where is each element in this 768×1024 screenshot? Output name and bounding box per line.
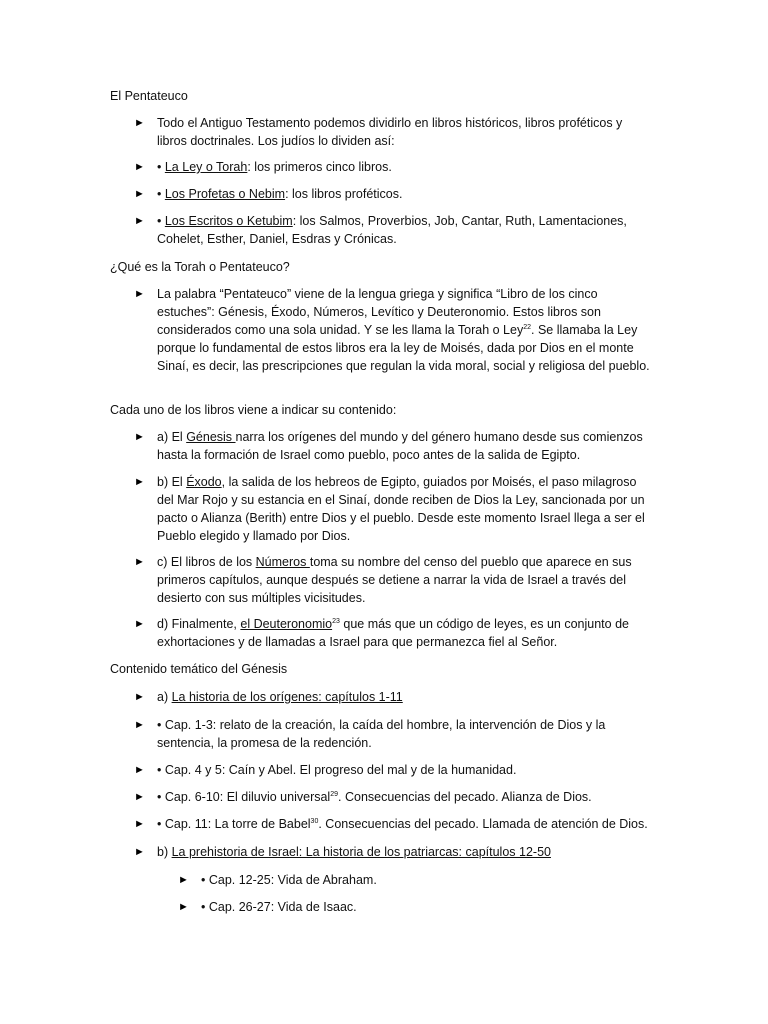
document-page: El Pentateuco ► Todo el Antiguo Testamento podemos dividirlo en libros históricos, libros proféticos y libros doctrinales. Los judíos lo dividen así: ► • La Ley o Torah: los primeros cinco libros. ► • Los Profetas o Nebim: los libros proféticos. ► • Los Escritos o Ketubim: los Salmos, Proverbios, Job, Cantar, Ruth, Lamentaciones, Cohelet, Esther, Daniel, Esdras y Crónicas. ¿Qué es la Torah o Pentateuco? ► La palabra “Pentateuco” viene de la lengua griega y significa “Libro de los cinco estuches”: Génesis, Éxodo, Números, Levítico y Deuteronomio. Estos libros son considerados como una sola unidad. Y se les llama la Torah o Ley$^{22}$. Se llamaba la Ley porque lo fundamental de estos libros era la ley de Moisés, dada por Dios en el monte Sinaí, es decir, las prescripciones que regulan la vida moral, social y religiosa del pueblo. Cada uno de los libros viene a indicar su contenido: ► a) El Génesis narra los orígenes del mundo y del género humano desde sus comienzos hasta la formación de Israel como pueblo, poco antes de la salida de Egipto. ► b) El Éxodo, la salida de los hebreos de Egipto, guiados por Moisés, el paso milagroso del Mar Rojo y su estancia en el Sinaí, donde reciben de Dios la Ley, sancionada por un pacto o Alianza (Berith) entre Dios y el pueblo. Desde este momento Israel llega a ser el Pueblo elegido y llamado por Dios. ► c) El libros de los Números toma su nombre del censo del pueblo que aparece en sus primeros capítulos, aunque después se detiene a narrar la vida de Israel a través del desierto con sus múltiples vicisitudes. ► d) Finalmente, el Deuteronomio$^{23}$ que más que un código de leyes, es un conjunto de exhortaciones y de llamadas a Israel para que permanezca fiel al Señor. Contenido temático del Génesis ► a) La historia de los orígenes: capítulos 1-11 ► • Cap. 1-3: relato de la creación, la caída del hombre, la intervención de Dios y la sentencia, la promesa de la redención. ► • Cap. 4 y 5: Caín y Abel. El progreso del mal y de la humanidad. ► • Cap. 6-10: El diluvio universal$^{29}$. Consecuencias del pecado. Alianza de Dios. ► • Cap. 11: La torre de Babel$^{30}$. Consecuencias del pecado. Llamada de atención de Dios. ► b) La prehistoria de Israel: La historia de los patriarcas: capítulos 12-50 ► • Cap. 12-25: Vida de Abraham. ► • Cap. 26-27: Vida de Isaac.: [0, 0, 768, 1024]
term-ley-torah: La Ley o Torah: [164, 160, 248, 174]
heading-torah-pentateuco: ¿Qué es la Torah o Pentateuco?: [110, 260, 290, 274]
arrow-bullet-icon: ►: [134, 618, 145, 630]
term-profetas-nebim: Los Profetas o Nebim: [164, 187, 286, 201]
section-b-title: La prehistoria de Israel: La historia de los patriarcas: capítulos 12-50: [171, 845, 551, 859]
heading-contenido-genesis: Contenido temático del Génesis: [110, 662, 288, 676]
arrow-bullet-icon: ►: [134, 818, 145, 830]
term-exodo: Éxodo: [186, 475, 222, 489]
footnote-ref: 30: [310, 817, 319, 825]
arrow-bullet-icon: ►: [134, 556, 145, 568]
term-deuteronomio: el Deuteronomio: [240, 617, 333, 631]
footnote-ref: 22: [523, 323, 532, 331]
arrow-bullet-icon: ►: [134, 791, 145, 803]
footnote-ref: 23: [332, 617, 340, 625]
arrow-bullet-icon: ►: [134, 846, 145, 858]
heading-el-pentateuco: El Pentateuco: [110, 89, 188, 103]
heading-contenido-libros: Cada uno de los libros viene a indicar su contenido:: [110, 403, 397, 417]
arrow-bullet-icon: ►: [134, 288, 145, 300]
arrow-bullet-icon: ►: [134, 215, 145, 227]
arrow-bullet-icon: ►: [134, 691, 145, 703]
footnote-ref: 29: [330, 790, 339, 798]
term-numeros: Números: [255, 555, 310, 569]
arrow-bullet-icon: ►: [134, 719, 145, 731]
section-a-title: La historia de los orígenes: capítulos 1-11: [171, 690, 403, 704]
arrow-bullet-icon: ►: [134, 161, 145, 173]
intro-text: Todo el Antiguo Testamento podemos dividirlo en libros históricos, libros proféticos y libros doctrinales. Los judíos lo dividen así:: [157, 116, 623, 148]
term-genesis: Génesis: [186, 430, 236, 444]
arrow-bullet-icon: ►: [134, 764, 145, 776]
arrow-bullet-icon: ►: [178, 874, 189, 886]
term-escritos-ketubim: Los Escritos o Ketubim: [164, 214, 293, 228]
arrow-bullet-icon: ►: [134, 188, 145, 200]
arrow-bullet-icon: ►: [134, 431, 145, 443]
arrow-bullet-icon: ►: [178, 901, 189, 913]
arrow-bullet-icon: ►: [134, 476, 145, 488]
arrow-bullet-icon: ►: [134, 117, 145, 129]
